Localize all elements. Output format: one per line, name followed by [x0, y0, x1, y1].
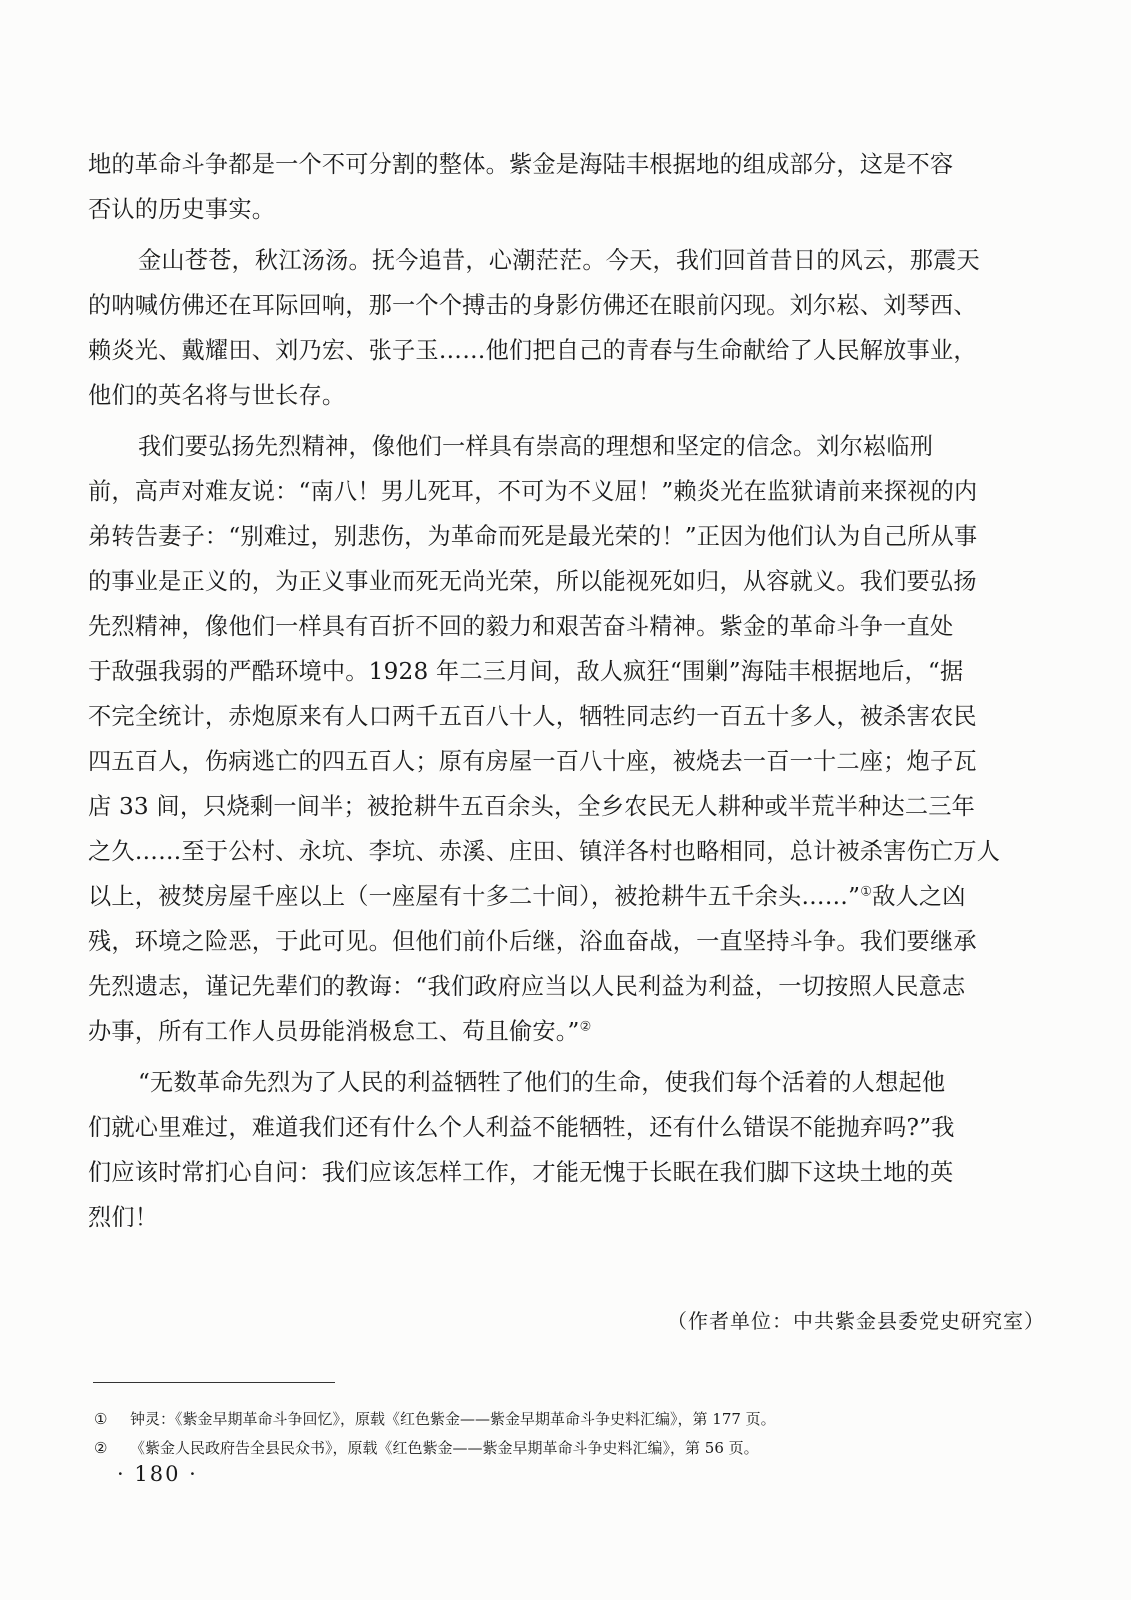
text-segment: 办事，所有工作人员毋能消极怠工、苟且偷安。”: [88, 1018, 580, 1045]
text-line: 不完全统计，赤炮原来有人口两千五百八十人，牺牲同志约一百五十多人，被杀害农民: [88, 703, 977, 730]
footnote-item: [94, 1434, 1030, 1463]
text-line: 他们的英名将与世长存。: [88, 382, 346, 409]
text-line: 残，环境之险恶，于此可见。但他们前仆后继，浴血奋战，一直坚持斗争。我们要继承: [88, 928, 977, 955]
footnote-ref-1: ①: [860, 884, 873, 900]
footnote-text: 《紫金人民政府告全县民众书》，原载《红色紫金——紫金早期革命斗争史料汇编》，第 56 页。: [130, 1439, 759, 1457]
footnote-marker: ①: [94, 1410, 108, 1428]
text-line: 的事业是正义的，为正义事业而死无尚光荣，所以能视死如归，从容就义。我们要弘扬: [88, 568, 977, 595]
text-line: “无数革命先烈为了人民的利益牺牲了他们的生命，使我们每个活着的人想起他: [138, 1069, 946, 1096]
text-line: 先烈精神，像他们一样具有百折不回的毅力和艰苦奋斗精神。紫金的革命斗争一直处: [88, 613, 954, 640]
text-segment: 敌人之凶: [872, 883, 966, 910]
footnote-marker: ②: [94, 1439, 108, 1457]
footnote-ref-2: ②: [579, 1019, 592, 1035]
text-line: 弟转告妻子：“别难过，别悲伤，为革命而死是最光荣的！”正因为他们认为自己所从事: [88, 523, 978, 550]
text-line: 店 33 间，只烧剩一间半；被抢耕牛五百余头，全乡农民无人耕种或半荒半种达二三年: [88, 793, 975, 820]
text-line: 于敌强我弱的严酷环境中。1928 年二三月间，敌人疯狂“围剿”海陆丰根据地后，“据: [88, 658, 964, 685]
text-line: 否认的历史事实。: [88, 196, 276, 223]
text-line: 的呐喊仿佛还在耳际回响，那一个个搏击的身影仿佛还在眼前闪现。刘尔崧、刘琴西、: [88, 292, 977, 319]
text-line: 先烈遗志，谨记先辈们的教诲：“我们政府应当以人民利益为利益，一切按照人民意志: [88, 973, 966, 1000]
text-line: 四五百人，伤病逃亡的四五百人；原有房屋一百八十座，被烧去一百一十二座；炮子瓦: [88, 748, 977, 775]
text-line: 们应该时常扪心自问：我们应该怎样工作，才能无愧于长眠在我们脚下这块土地的英: [88, 1159, 954, 1186]
footnote-divider: [93, 1382, 335, 1383]
text-line: 之久……至于公村、永坑、李坑、赤溪、庄田、镇洋各村也略相同，总计被杀害伤亡万人: [88, 838, 1001, 865]
text-line: 前，高声对难友说：“南八！男儿死耳，不可为不义屈！”赖炎光在监狱请前来探视的内: [88, 478, 978, 505]
author-affiliation: （作者单位：中共紫金县委党史研究室）: [667, 1309, 1045, 1333]
page-number: · 180 ·: [117, 1462, 198, 1486]
text-line: 我们要弘扬先烈精神，像他们一样具有崇高的理想和坚定的信念。刘尔崧临刑: [138, 433, 934, 460]
text-line: 地的革命斗争都是一个不可分割的整体。紫金是海陆丰根据地的组成部分，这是不容: [88, 151, 954, 178]
text-segment: 以上，被焚房屋千座以上（一座屋有十多二十间），被抢耕牛五千余头……”: [88, 883, 861, 910]
text-line: 金山苍苍，秋江汤汤。抚今追昔，心潮茫茫。今天，我们回首昔日的风云，那震天: [138, 247, 980, 274]
body-text: [88, 142, 1033, 1240]
text-line: [88, 1009, 1033, 1054]
footnote-item: [94, 1405, 1030, 1434]
text-line: 赖炎光、戴耀田、刘乃宏、张子玉……他们把自己的青春与生命献给了人民解放事业，: [88, 337, 977, 364]
footnote-text: 钟灵：《紫金早期革命斗争回忆》，原载《红色紫金——紫金早期革命斗争史料汇编》，第 177 页。: [130, 1410, 776, 1428]
footnotes: [94, 1405, 1030, 1463]
text-line: 烈们！: [88, 1204, 159, 1231]
text-line: [88, 874, 1033, 919]
text-line: 们就心里难过，难道我们还有什么个人利益不能牺牲，还有什么错误不能抛弃吗?”我: [88, 1114, 955, 1141]
